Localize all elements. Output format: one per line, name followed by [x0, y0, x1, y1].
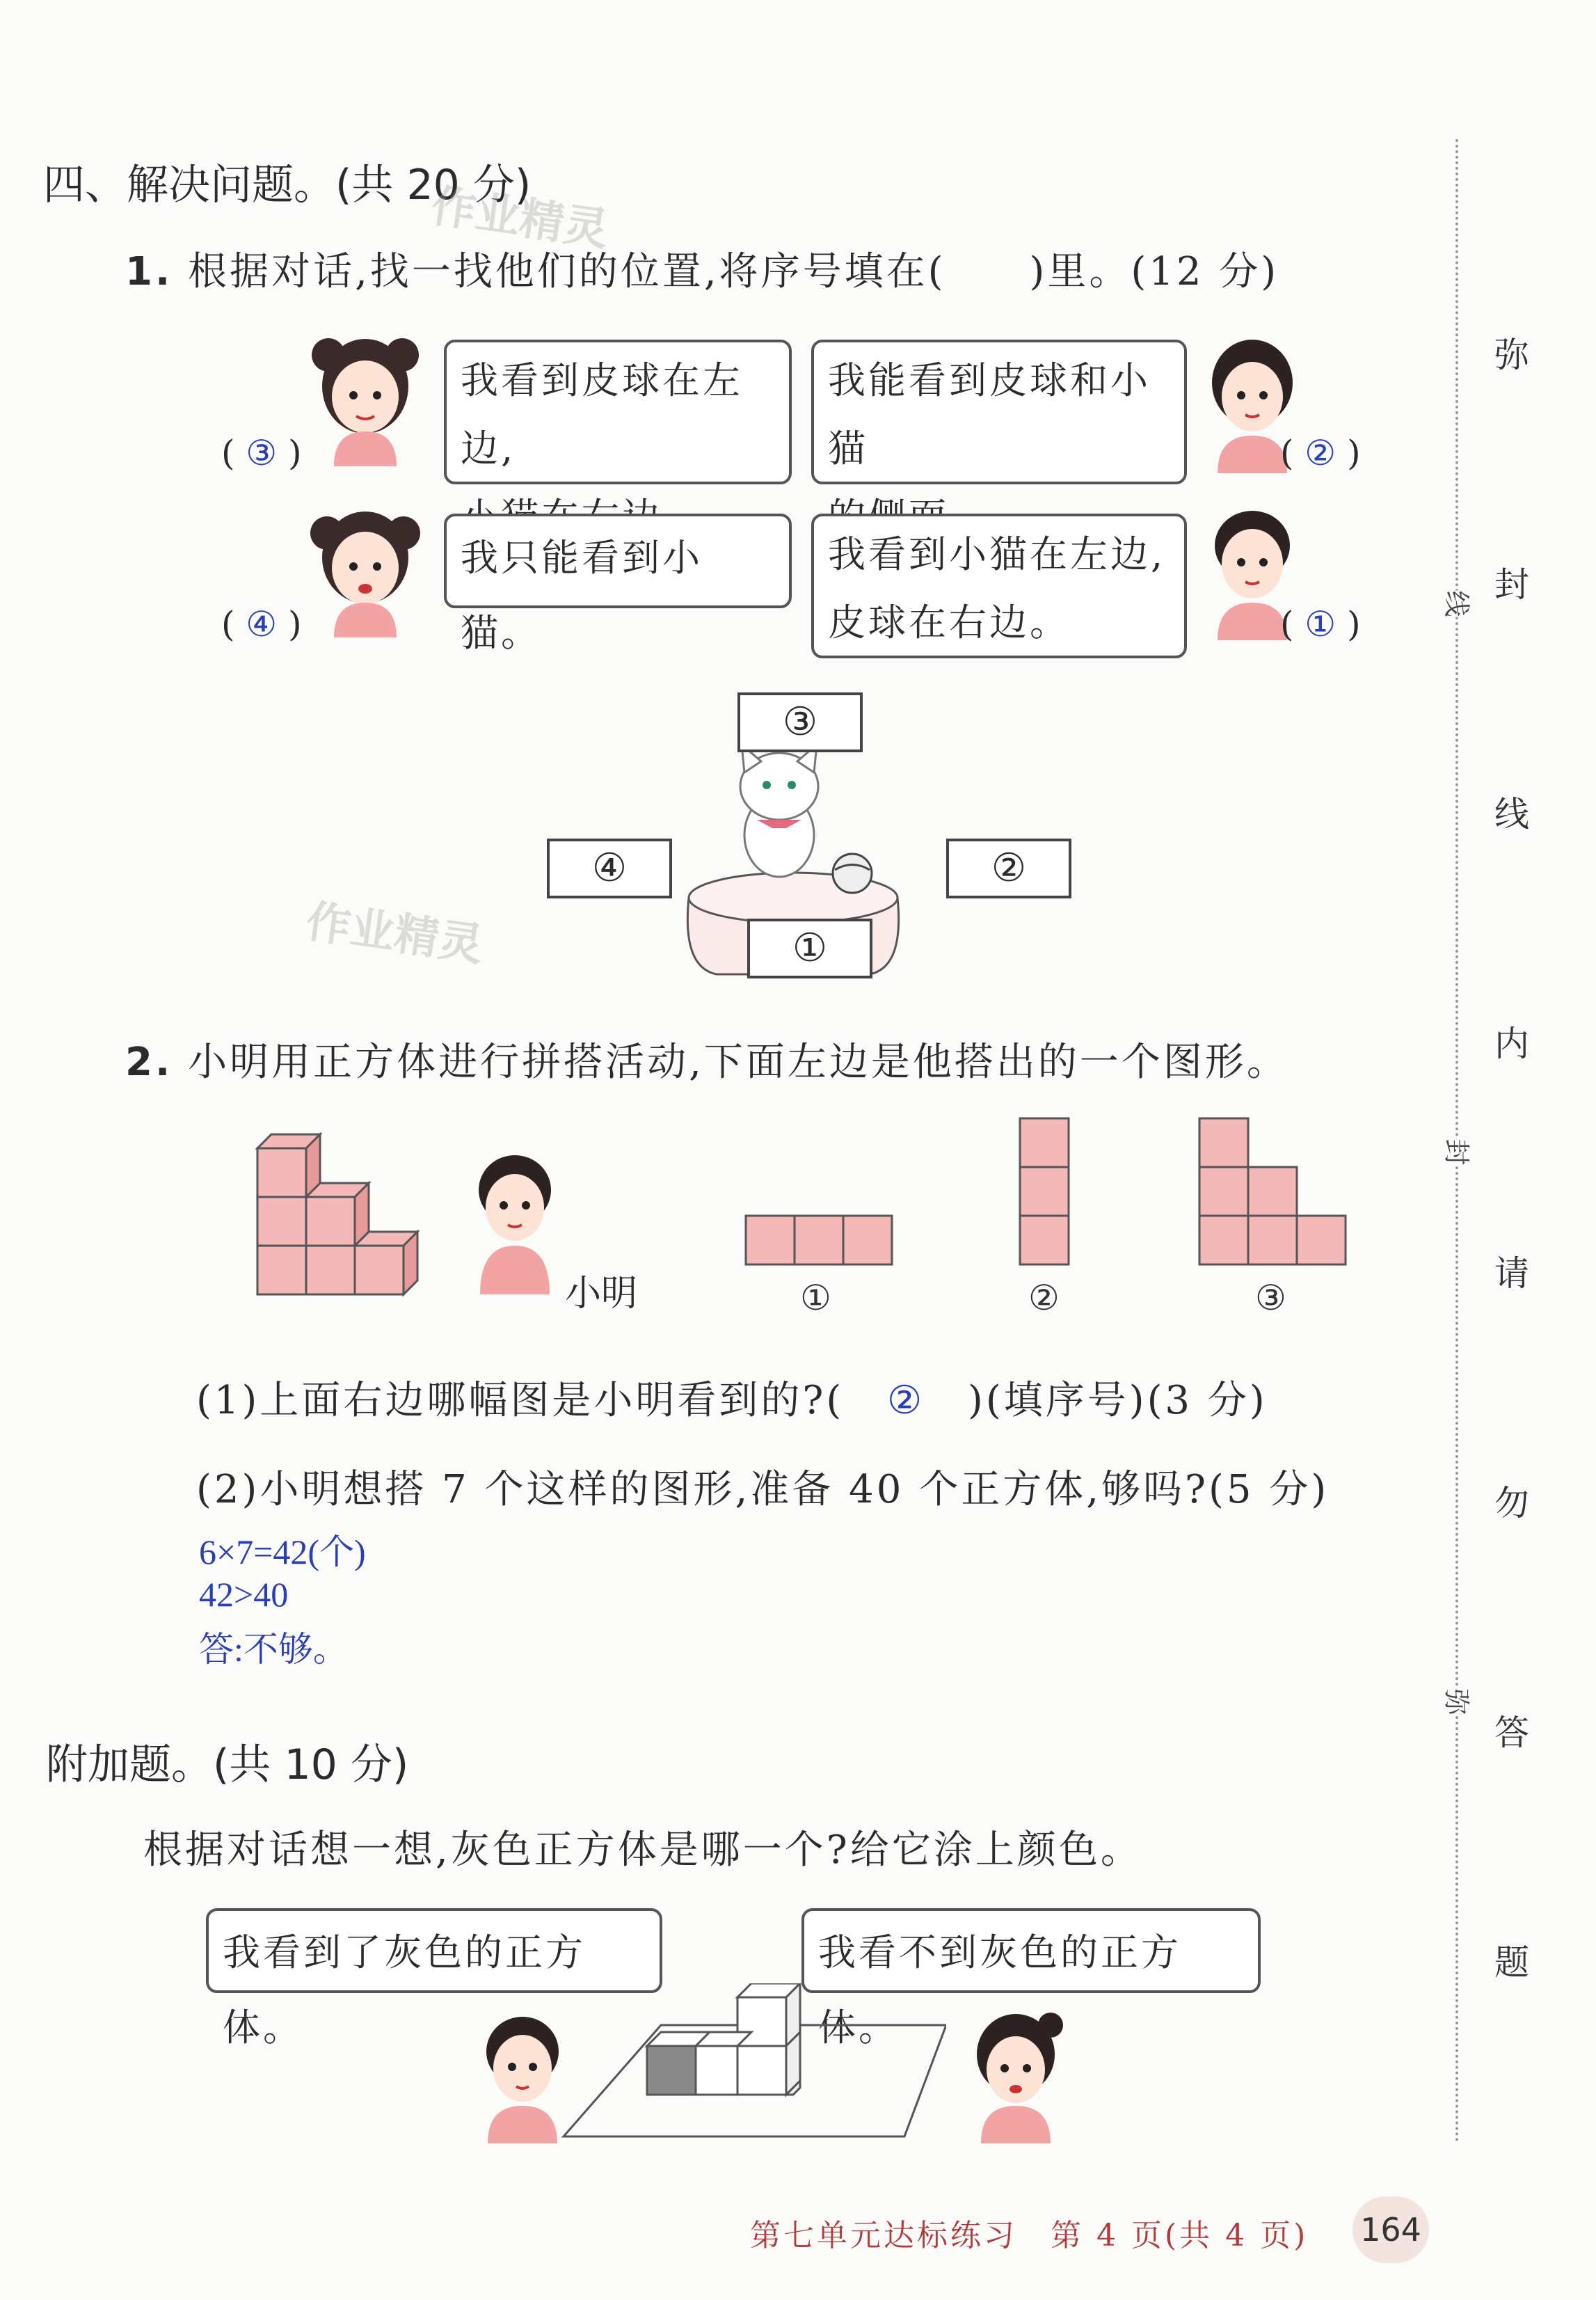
answer-value: ②	[887, 1378, 925, 1423]
answer-value: ③	[246, 433, 278, 473]
margin-char: 勿	[1494, 1483, 1529, 1523]
girl-illustration	[306, 327, 424, 466]
footer-text: 第七单元达标练习 第 4 页(共 4 页)	[750, 2218, 1309, 2253]
extra-title: 附加题。(共 10 分)	[46, 1740, 409, 1789]
section-title: 四、解决问题。(共 20 分)	[43, 161, 532, 209]
answer-paren-3: ( ④ )	[221, 604, 302, 644]
answer-value: ①	[1304, 604, 1336, 644]
speech-bubble	[811, 514, 1187, 658]
speech-bubble	[444, 514, 792, 655]
speech-bubble: 我看不到灰色的正方体。	[801, 1908, 1261, 1993]
watermark: 作业精灵	[303, 896, 487, 972]
answer-paren-4: ( ① )	[1280, 604, 1361, 644]
margin-char: 弥	[1494, 335, 1529, 375]
answer-paren-1: ( ③ )	[221, 433, 302, 473]
watermark: 作业精灵	[428, 180, 612, 257]
question-text: 根据对话,找一找他们的位置,将序号填在( )里。(12 分)	[188, 249, 1279, 294]
option-label: ②	[1028, 1278, 1060, 1317]
question-1	[125, 241, 1279, 296]
question-number: 1.	[125, 249, 173, 294]
answer-value: ④	[246, 604, 278, 644]
speech-bubble	[811, 340, 1187, 484]
sub-question-text: )(填序号)(3 分)	[968, 1378, 1268, 1423]
position-label-3: ③	[737, 692, 863, 752]
position-label-2: ②	[946, 839, 1071, 898]
sub-question-1	[196, 1370, 1268, 1425]
option-label: ①	[800, 1278, 831, 1317]
girl-illustration	[960, 2004, 1071, 2143]
position-label-4: ④	[547, 839, 672, 898]
view-option-1	[744, 1214, 897, 1270]
question-number: 2.	[125, 1040, 173, 1085]
option-label: ③	[1255, 1278, 1286, 1317]
margin-char: 答	[1494, 1713, 1529, 1753]
sub-question-2: (2)小明想搭 7 个这样的图形,准备 40 个正方体,够吗?(5 分)	[196, 1467, 1330, 1512]
boy-illustration	[470, 2004, 575, 2143]
boy-illustration	[459, 1141, 564, 1294]
extra-question: 根据对话想一想,灰色正方体是哪一个?给它涂上颜色。	[143, 1827, 1142, 1873]
margin-char: 题	[1494, 1942, 1529, 1983]
answer-value: ②	[1304, 433, 1336, 473]
view-option-2	[1019, 1117, 1074, 1270]
bubble-line: 我只能看到小猫。	[461, 536, 703, 655]
answer-paren-2: ( ② )	[1280, 433, 1361, 473]
speech-bubble: 我看到了灰色的正方体。	[206, 1908, 662, 1993]
margin-small-char: 封	[1440, 1139, 1478, 1165]
question-text: 小明用正方体进行拼搭活动,下面左边是他搭出的一个图形。	[188, 1040, 1288, 1085]
work-line: 6×7=42(个)	[199, 1532, 366, 1571]
margin-char: 请	[1494, 1253, 1529, 1294]
person-label: 小明	[565, 1273, 638, 1315]
gray-cube-structure	[557, 1983, 946, 2143]
bubble-line: 皮球在右边。	[828, 601, 1070, 644]
position-label-1: ①	[747, 919, 872, 978]
margin-char: 线	[1494, 794, 1529, 834]
girl-illustration	[306, 498, 424, 637]
bubble-line: 我看到小猫在左边,	[828, 532, 1166, 576]
margin-small-char: 弥	[1440, 1688, 1478, 1715]
sub-question-text: (1)上面右边哪幅图是小明看到的?(	[196, 1378, 845, 1423]
view-option-3	[1198, 1117, 1358, 1270]
cube-structure	[250, 1127, 445, 1315]
margin-small-char: 线	[1440, 590, 1478, 617]
speech-bubble	[444, 340, 792, 484]
page-number: 164	[1352, 2196, 1429, 2263]
work-line: 42>40	[199, 1575, 289, 1614]
work-line: 答:不够。	[199, 1630, 348, 1669]
margin-char: 封	[1494, 564, 1529, 605]
margin-char: 内	[1494, 1024, 1529, 1064]
bubble-line: 我看到皮球在左边,	[461, 358, 743, 470]
bubble-line: 我能看到皮球和小猫	[828, 358, 1151, 470]
question-2	[125, 1031, 1288, 1087]
